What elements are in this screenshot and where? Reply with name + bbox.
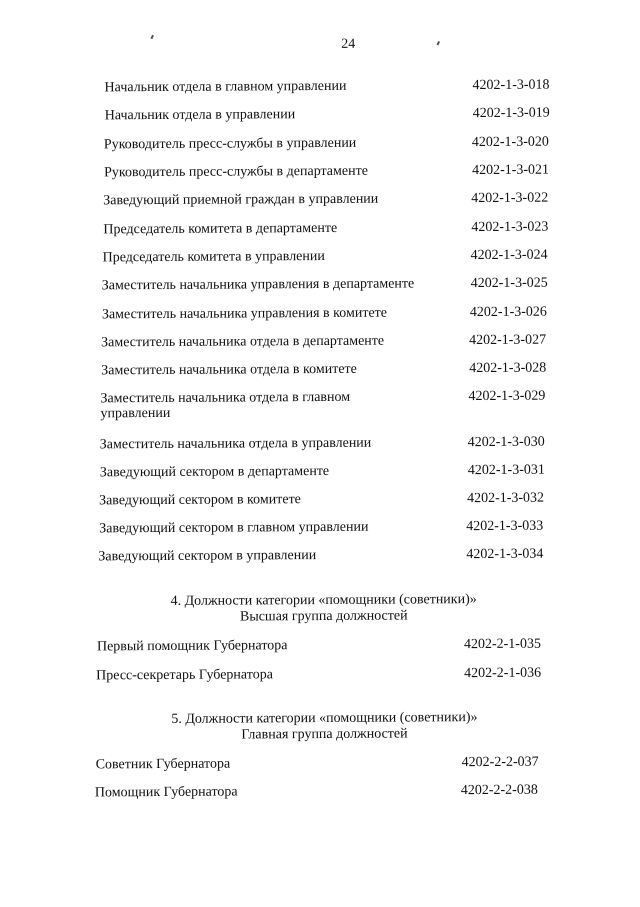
list-item xyxy=(2,332,640,351)
list-item xyxy=(5,754,640,773)
page-number: 24 xyxy=(341,36,356,52)
position-code: 4202-2-2-038 xyxy=(460,782,538,799)
list-item xyxy=(1,190,640,209)
position-title: Заместитель начальника отдела в управлении xyxy=(99,435,372,453)
list-item xyxy=(1,219,640,238)
position-code: 4202-1-3-018 xyxy=(472,77,550,94)
list-item xyxy=(3,434,640,453)
list-item xyxy=(3,462,640,481)
position-title: Заведующий сектором в главном управлении xyxy=(99,519,369,537)
section-subheading: Главная группа должностей xyxy=(241,726,408,743)
position-code: 4202-1-3-022 xyxy=(471,190,549,207)
section-heading: 5. Должности категории «помощники (советники)» xyxy=(171,710,478,727)
list-item xyxy=(1,105,640,124)
section-subheading: Высшая группа должностей xyxy=(239,608,408,625)
section-header xyxy=(4,709,640,745)
position-code: 4202-1-3-020 xyxy=(471,134,549,151)
list-item xyxy=(0,77,640,96)
position-code: 4202-1-3-021 xyxy=(471,162,550,179)
position-code: 4202-1-3-029 xyxy=(468,388,546,405)
position-title: Начальник отдела в управлении xyxy=(104,107,296,124)
position-code: 4202-1-3-034 xyxy=(466,546,544,563)
position-code: 4202-1-3-024 xyxy=(470,247,548,264)
section-heading: 4. Должности категории «помощники (советники)» xyxy=(170,592,477,609)
list-item xyxy=(3,490,640,509)
position-code: 4202-1-3-032 xyxy=(467,490,545,507)
position-title: Начальник отдела в главном управлении xyxy=(104,78,347,96)
position-title: Руководитель пресс-службы в департаменте xyxy=(104,163,368,181)
position-title: Заведующий сектором в департаменте xyxy=(99,463,330,481)
position-code: 4202-1-3-019 xyxy=(472,105,550,122)
list-item xyxy=(3,546,640,565)
position-code: 4202-2-1-036 xyxy=(464,665,542,682)
position-title: Заведующий приемной граждан в управлении xyxy=(103,191,379,209)
position-code: 4202-1-3-031 xyxy=(467,462,545,479)
position-code: 4202-2-1-035 xyxy=(463,636,541,653)
position-code: 4202-1-3-025 xyxy=(470,275,548,292)
position-title: Заведующий сектором в комитете xyxy=(99,492,301,509)
list-item xyxy=(5,782,640,801)
position-title: Заместитель начальника отдела в департаменте xyxy=(101,333,385,351)
list-item xyxy=(2,275,640,294)
position-title: Первый помощник Губернатора xyxy=(96,638,288,655)
list-item xyxy=(2,247,640,266)
position-title: Заместитель начальника управления в комитете xyxy=(101,305,388,323)
position-title: Председатель комитета в департаменте xyxy=(103,220,338,238)
position-code: 4202-1-3-030 xyxy=(467,434,545,451)
position-title: Советник Губернатора xyxy=(95,756,231,773)
position-code: 4202-1-3-023 xyxy=(471,219,549,236)
position-code: 4202-1-3-033 xyxy=(466,518,544,535)
position-title: Помощник Губернатора xyxy=(94,784,238,801)
position-title: Заместитель начальника отдела в комитете xyxy=(101,361,357,379)
position-code: 4202-1-3-028 xyxy=(469,360,547,377)
position-title: Заместитель начальника отдела в главном управлении xyxy=(100,389,351,422)
list-item xyxy=(2,388,640,422)
section-header xyxy=(4,591,640,627)
position-title: Заведующий сектором в управлении xyxy=(98,548,317,565)
list-item xyxy=(4,665,640,684)
position-title: Заместитель начальника управления в департаменте xyxy=(101,276,415,294)
list-item xyxy=(1,134,640,153)
position-title: Руководитель пресс-службы в управлении xyxy=(103,135,357,153)
list-item xyxy=(2,304,640,323)
position-code: 4202-1-3-026 xyxy=(469,304,547,321)
position-title: Председатель комитета в управлении xyxy=(102,248,325,266)
list-item xyxy=(3,518,640,537)
position-code: 4202-2-2-037 xyxy=(461,754,539,771)
list-item xyxy=(2,360,640,379)
list-item xyxy=(1,162,640,181)
list-item xyxy=(4,636,640,655)
position-title: Пресс-секретарь Губернатора xyxy=(96,667,273,684)
position-code: 4202-1-3-027 xyxy=(469,332,547,349)
